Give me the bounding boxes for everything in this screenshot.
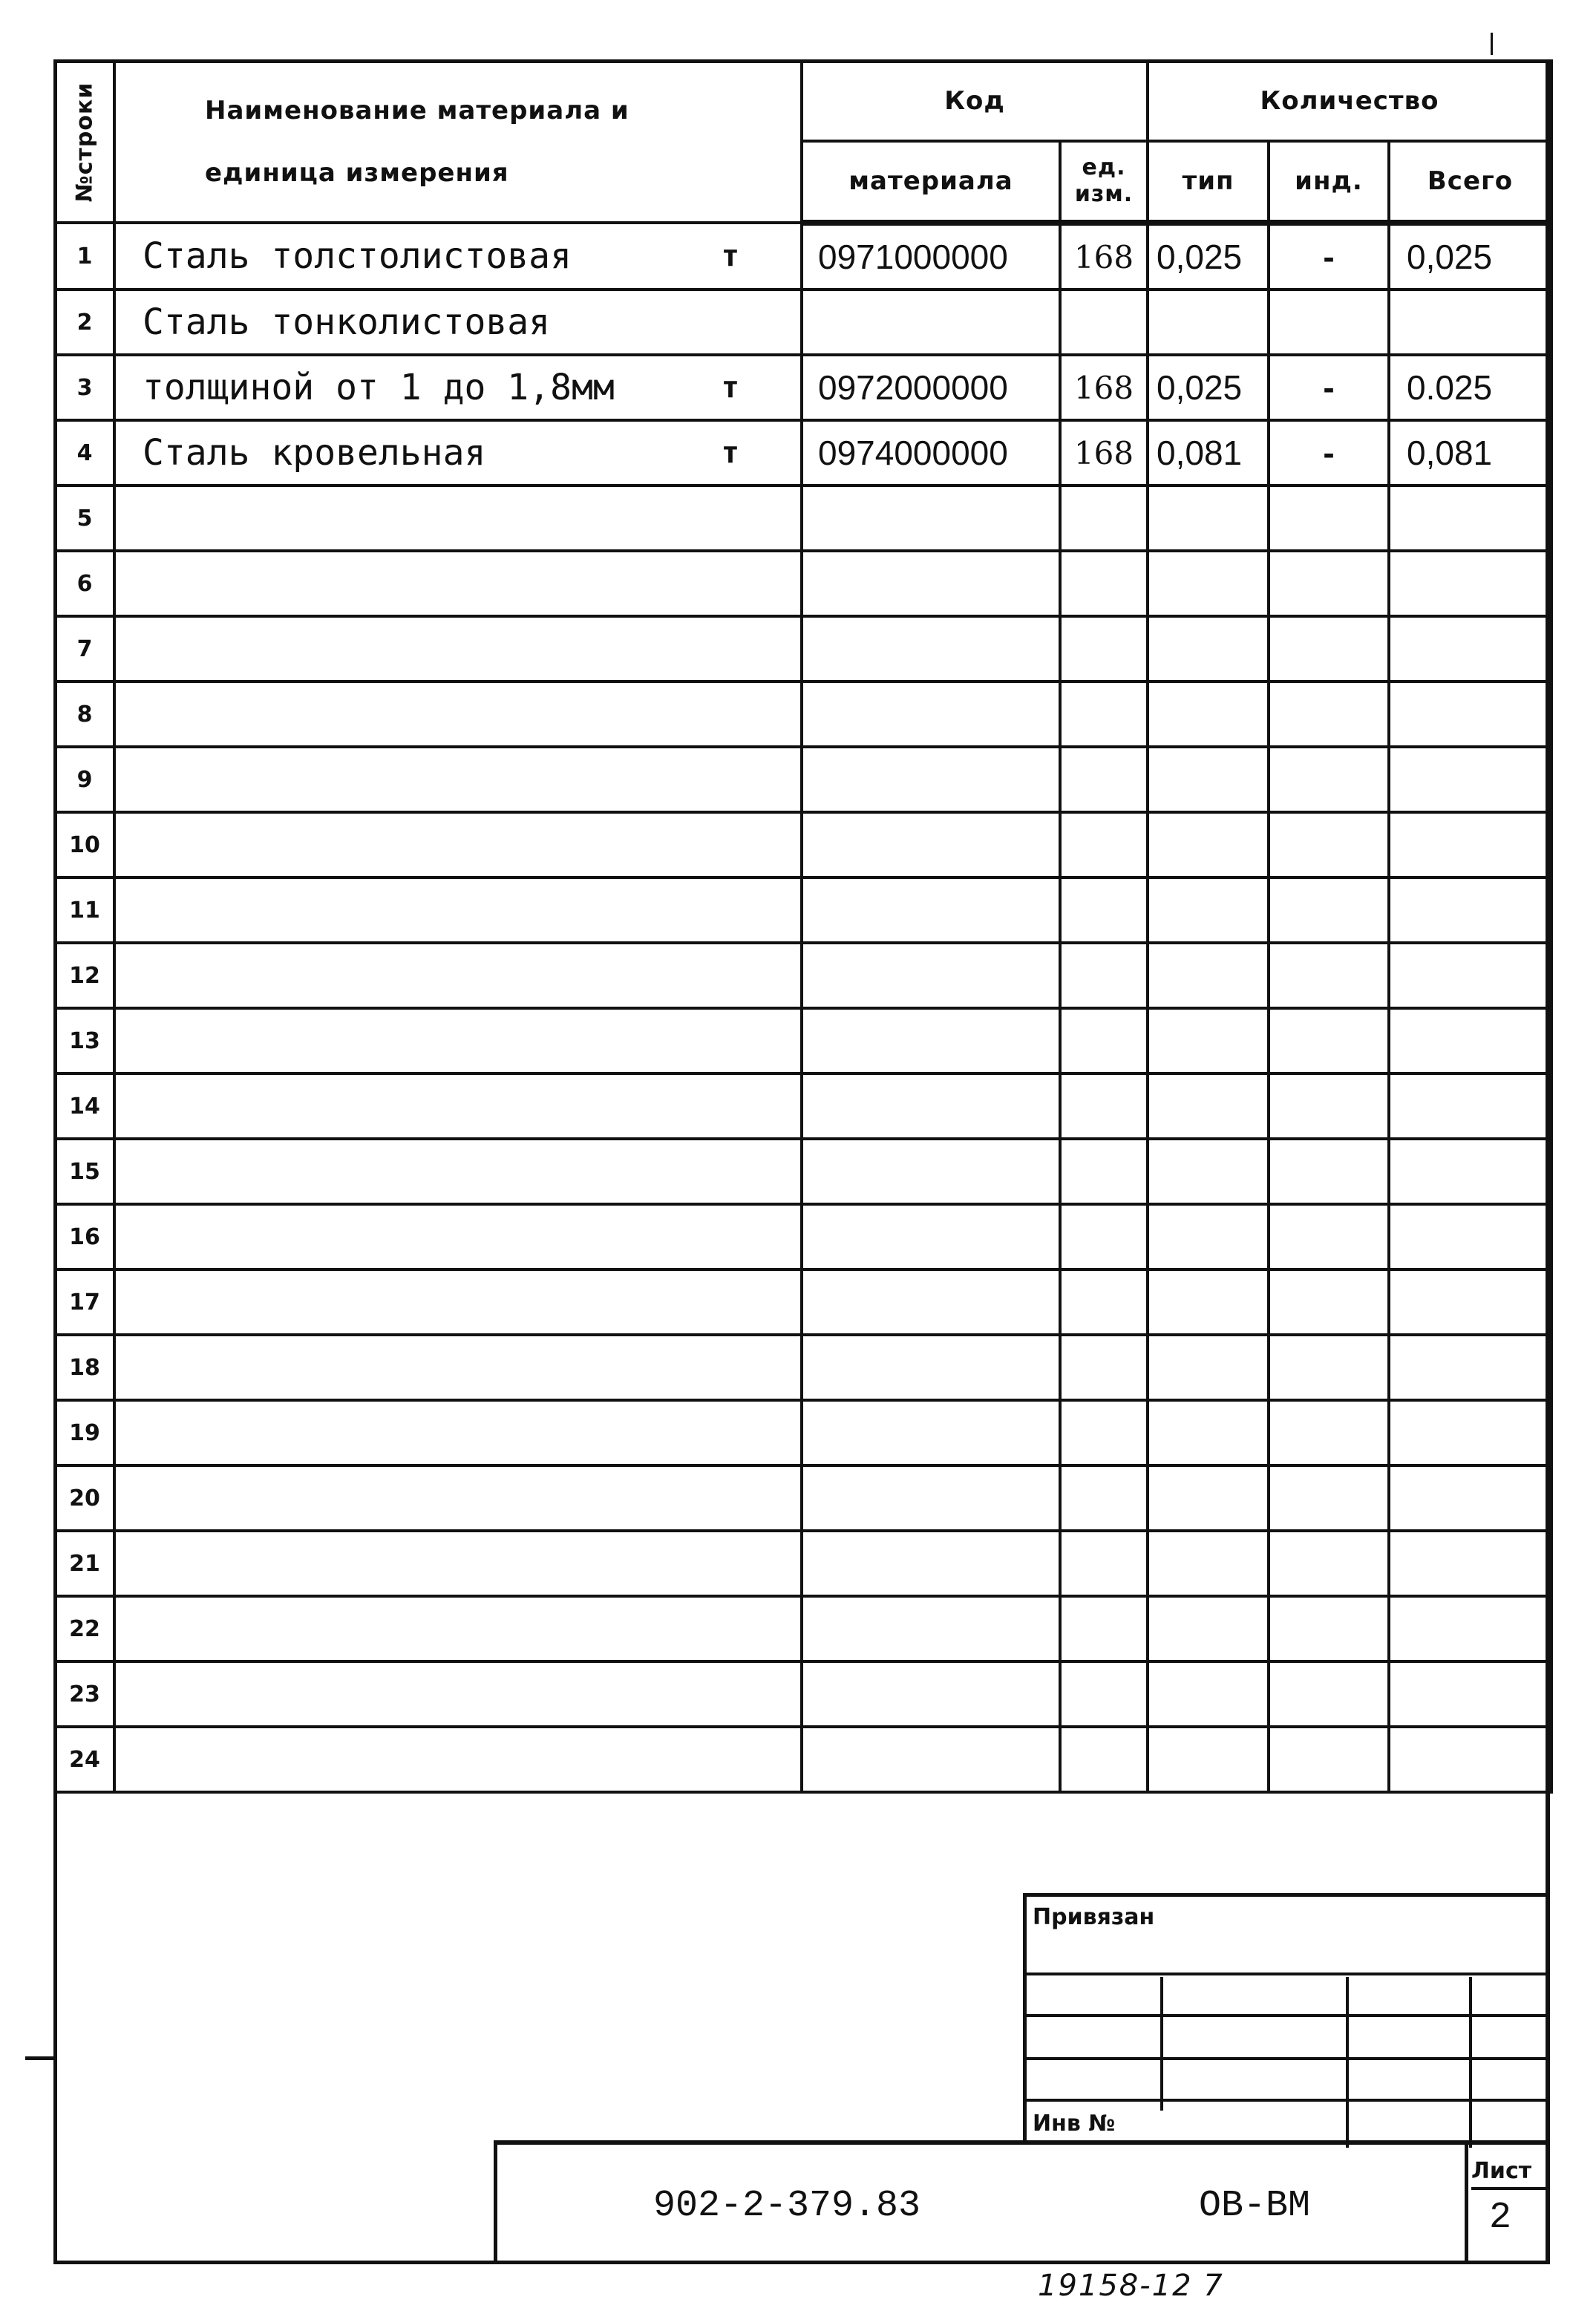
qty-ind-cell [1269, 1139, 1389, 1204]
material-code-cell [802, 1139, 1060, 1204]
unit-code-cell [1060, 943, 1148, 1008]
stamp-line [1027, 1973, 1547, 1975]
stamp-divider [1469, 1977, 1472, 2148]
material-code-cell [802, 812, 1060, 877]
bound-label: Привязан [1033, 1904, 1155, 1930]
qty-ind-cell [1269, 486, 1389, 551]
qty-total-cell [1389, 290, 1551, 355]
material-name-cell [114, 420, 802, 486]
row-number-cell: 5 [55, 486, 114, 551]
qty-ind-cell [1269, 943, 1389, 1008]
qty-total-cell [1389, 1727, 1551, 1792]
qty-total-cell [1389, 943, 1551, 1008]
qty-type-cell [1148, 616, 1269, 682]
table-row [55, 1335, 1551, 1400]
document-number: 902-2-379.83 [653, 2185, 921, 2227]
row-number-cell: 10 [55, 812, 114, 877]
table-row [55, 1204, 1551, 1269]
unit-code-cell [1060, 1073, 1148, 1139]
unit-code-cell [1060, 1661, 1148, 1727]
material-code-cell [802, 1204, 1060, 1269]
material-code-cell: 0971000000 [802, 223, 1060, 290]
row-number-header: №строки [55, 61, 114, 223]
qty-total-cell [1389, 1661, 1551, 1727]
qty-type-cell [1148, 1727, 1269, 1792]
row-number-cell: 11 [55, 877, 114, 943]
material-code-cell [802, 551, 1060, 616]
material-name-header: Наименование материала и единица измерения [114, 61, 802, 223]
material-code-cell [802, 1008, 1060, 1073]
qty-total-cell: 0,025 [1389, 223, 1551, 290]
table-row [55, 1400, 1551, 1465]
table-row [55, 1727, 1551, 1792]
unit-text: т [721, 239, 739, 273]
material-code-cell: 0974000000 [802, 420, 1060, 486]
material-code-cell [802, 1661, 1060, 1727]
unit-text: т [721, 436, 739, 470]
qty-type-cell [1148, 943, 1269, 1008]
qty-total-header: Всего [1389, 141, 1551, 223]
row-number-cell: 2 [55, 290, 114, 355]
qty-type-cell: 0,081 [1148, 420, 1269, 486]
material-name-cell [114, 1269, 802, 1335]
table-row [55, 486, 1551, 551]
row-number-cell: 24 [55, 1727, 114, 1792]
row-number-cell: 22 [55, 1596, 114, 1661]
unit-code-cell [1060, 1335, 1148, 1400]
qty-ind-cell: - [1269, 355, 1389, 420]
qty-ind-cell [1269, 1465, 1389, 1531]
qty-type-cell [1148, 1139, 1269, 1204]
material-code-cell [802, 616, 1060, 682]
qty-ind-cell [1269, 1204, 1389, 1269]
qty-ind-cell [1269, 682, 1389, 747]
qty-ind-cell [1269, 1727, 1389, 1792]
qty-type-cell [1148, 1073, 1269, 1139]
qty-type-cell [1148, 1204, 1269, 1269]
row-number-cell: 6 [55, 551, 114, 616]
stamp-divider [1346, 1977, 1349, 2148]
unit-code-cell [1060, 682, 1148, 747]
material-name-cell [114, 682, 802, 747]
qty-ind-cell [1269, 747, 1389, 812]
unit-code-cell [1060, 1008, 1148, 1073]
material-code-cell [802, 1531, 1060, 1596]
qty-ind-cell [1269, 1596, 1389, 1661]
row-number-cell: 20 [55, 1465, 114, 1531]
row-number-cell: 4 [55, 420, 114, 486]
qty-total-cell [1389, 682, 1551, 747]
row-number-cell: 19 [55, 1400, 114, 1465]
material-name-cell [114, 290, 802, 355]
unit-code-cell [1060, 290, 1148, 355]
table-row [55, 551, 1551, 616]
table-row [55, 1269, 1551, 1335]
material-code-cell [802, 1400, 1060, 1465]
qty-ind-cell [1269, 1335, 1389, 1400]
material-code-header: материала [802, 141, 1060, 223]
table-row [55, 1465, 1551, 1531]
row-number-cell: 13 [55, 1008, 114, 1073]
frame-tick-mark [1491, 33, 1493, 55]
qty-type-cell [1148, 1008, 1269, 1073]
material-name-cell [114, 1727, 802, 1792]
material-name-cell [114, 1465, 802, 1531]
table-row [55, 616, 1551, 682]
unit-code-cell [1060, 486, 1148, 551]
qty-type-cell [1148, 877, 1269, 943]
qty-ind-header: инд. [1269, 141, 1389, 223]
material-code-cell [802, 1335, 1060, 1400]
material-name-text: толщиной от 1 до 1,8мм [143, 367, 615, 408]
table-row [55, 943, 1551, 1008]
table-row [55, 1139, 1551, 1204]
material-name-cell [114, 1661, 802, 1727]
unit-code-cell: 168 [1060, 420, 1148, 486]
material-code-cell [802, 1073, 1060, 1139]
qty-ind-cell: - [1269, 420, 1389, 486]
qty-total-cell: 0,081 [1389, 420, 1551, 486]
material-name-cell [114, 1139, 802, 1204]
sheet-number: 2 [1489, 2197, 1512, 2239]
qty-ind-cell [1269, 616, 1389, 682]
material-code-cell [802, 682, 1060, 747]
table-row [55, 1661, 1551, 1727]
qty-type-cell [1148, 747, 1269, 812]
qty-ind-cell [1269, 551, 1389, 616]
table-row [55, 877, 1551, 943]
unit-code-cell [1060, 1727, 1148, 1792]
unit-code-cell [1060, 1596, 1148, 1661]
material-name-cell [114, 1073, 802, 1139]
qty-ind-cell: - [1269, 223, 1389, 290]
sheet-label: Лист [1471, 2158, 1546, 2190]
table-row [55, 747, 1551, 812]
qty-total-cell [1389, 616, 1551, 682]
qty-type-cell [1148, 1335, 1269, 1400]
qty-total-cell [1389, 1596, 1551, 1661]
qty-type-cell [1148, 1661, 1269, 1727]
material-name-cell [114, 1531, 802, 1596]
qty-total-cell [1389, 1008, 1551, 1073]
qty-total-cell [1389, 1465, 1551, 1531]
qty-total-cell [1389, 1073, 1551, 1139]
qty-ind-cell [1269, 812, 1389, 877]
unit-code-cell [1060, 616, 1148, 682]
sheet-box [1465, 2145, 1547, 2261]
material-name-cell [114, 1400, 802, 1465]
material-name-text: Сталь толстолистовая [143, 235, 572, 277]
qty-type-cell [1148, 812, 1269, 877]
unit-code-cell [1060, 1400, 1148, 1465]
table-row [55, 223, 1551, 290]
qty-total-cell [1389, 1269, 1551, 1335]
unit-code-cell [1060, 551, 1148, 616]
qty-total-cell [1389, 1400, 1551, 1465]
qty-ind-cell [1269, 1400, 1389, 1465]
qty-type-cell [1148, 290, 1269, 355]
binding-stamp [1023, 1893, 1547, 2144]
qty-ind-cell [1269, 1269, 1389, 1335]
qty-ind-cell [1269, 1661, 1389, 1727]
qty-ind-cell [1269, 290, 1389, 355]
material-code-cell [802, 943, 1060, 1008]
qty-type-cell [1148, 1465, 1269, 1531]
qty-total-cell [1389, 1531, 1551, 1596]
material-name-cell [114, 616, 802, 682]
material-name-cell [114, 812, 802, 877]
material-name-cell [114, 943, 802, 1008]
qty-type-cell: 0,025 [1148, 355, 1269, 420]
row-number-cell: 14 [55, 1073, 114, 1139]
qty-total-cell [1389, 812, 1551, 877]
unit-text: т [721, 370, 739, 405]
quantity-header: Количество [1148, 61, 1551, 141]
qty-type-cell [1148, 486, 1269, 551]
unit-code-cell [1060, 1531, 1148, 1596]
unit-code-cell: 168 [1060, 223, 1148, 290]
qty-type-cell [1148, 1596, 1269, 1661]
table-row [55, 1531, 1551, 1596]
material-name-cell [114, 747, 802, 812]
code-header: Код [802, 61, 1148, 141]
qty-type-cell [1148, 1269, 1269, 1335]
material-name-cell [114, 355, 802, 420]
table-row [55, 420, 1551, 486]
qty-total-cell [1389, 1204, 1551, 1269]
table-row [55, 1008, 1551, 1073]
unit-code-cell [1060, 877, 1148, 943]
unit-code-cell [1060, 1204, 1148, 1269]
qty-total-cell [1389, 486, 1551, 551]
material-code-cell [802, 1269, 1060, 1335]
material-code-cell [802, 877, 1060, 943]
qty-total-cell [1389, 747, 1551, 812]
document-code: ОВ-ВМ [1199, 2185, 1311, 2227]
material-name-text: Сталь кровельная [143, 432, 486, 474]
frame-tick-mark [25, 2056, 55, 2060]
row-number-cell: 18 [55, 1335, 114, 1400]
row-number-cell: 23 [55, 1661, 114, 1727]
material-code-cell: 0972000000 [802, 355, 1060, 420]
material-code-cell [802, 1596, 1060, 1661]
qty-ind-cell [1269, 877, 1389, 943]
table-row [55, 1596, 1551, 1661]
qty-ind-cell [1269, 1073, 1389, 1139]
material-name-cell [114, 1335, 802, 1400]
material-name-cell [114, 1596, 802, 1661]
material-name-cell [114, 1204, 802, 1269]
material-code-cell [802, 486, 1060, 551]
qty-total-cell [1389, 1335, 1551, 1400]
material-name-cell [114, 1008, 802, 1073]
qty-total-cell [1389, 551, 1551, 616]
material-code-cell [802, 1465, 1060, 1531]
qty-ind-cell [1269, 1008, 1389, 1073]
qty-type-cell [1148, 1400, 1269, 1465]
table-row [55, 1073, 1551, 1139]
material-code-cell [802, 747, 1060, 812]
row-number-cell: 21 [55, 1531, 114, 1596]
archive-number: 19158-12 7 [1038, 2269, 1224, 2303]
unit-code-cell: 168 [1060, 355, 1148, 420]
qty-total-cell [1389, 1139, 1551, 1204]
unit-code-cell [1060, 1269, 1148, 1335]
qty-type-header: тип [1148, 141, 1269, 223]
row-number-cell: 16 [55, 1204, 114, 1269]
table-row [55, 355, 1551, 420]
materials-table [53, 59, 1553, 1794]
table-row [55, 290, 1551, 355]
inventory-number-label: Инв № [1033, 2111, 1116, 2137]
row-number-cell: 9 [55, 747, 114, 812]
unit-code-header: ед. изм. [1060, 141, 1148, 223]
unit-code-cell [1060, 1465, 1148, 1531]
table-row [55, 682, 1551, 747]
qty-type-cell [1148, 1531, 1269, 1596]
unit-code-cell [1060, 812, 1148, 877]
qty-type-cell [1148, 682, 1269, 747]
row-number-cell: 1 [55, 223, 114, 290]
qty-total-cell: 0.025 [1389, 355, 1551, 420]
row-number-cell: 12 [55, 943, 114, 1008]
material-name-cell [114, 877, 802, 943]
qty-total-cell [1389, 877, 1551, 943]
material-code-cell [802, 1727, 1060, 1792]
row-number-cell: 8 [55, 682, 114, 747]
row-number-cell: 17 [55, 1269, 114, 1335]
qty-type-cell [1148, 551, 1269, 616]
material-name-text: Сталь тонколистовая [143, 301, 551, 343]
material-name-cell [114, 551, 802, 616]
material-code-cell [802, 290, 1060, 355]
title-block [494, 2140, 1547, 2261]
row-number-cell: 7 [55, 616, 114, 682]
unit-code-cell [1060, 1139, 1148, 1204]
table-row [55, 812, 1551, 877]
material-name-cell [114, 486, 802, 551]
stamp-divider [1160, 1977, 1163, 2111]
row-number-cell: 3 [55, 355, 114, 420]
qty-type-cell: 0,025 [1148, 223, 1269, 290]
unit-code-cell [1060, 747, 1148, 812]
row-number-cell: 15 [55, 1139, 114, 1204]
material-name-cell [114, 223, 802, 290]
qty-ind-cell [1269, 1531, 1389, 1596]
